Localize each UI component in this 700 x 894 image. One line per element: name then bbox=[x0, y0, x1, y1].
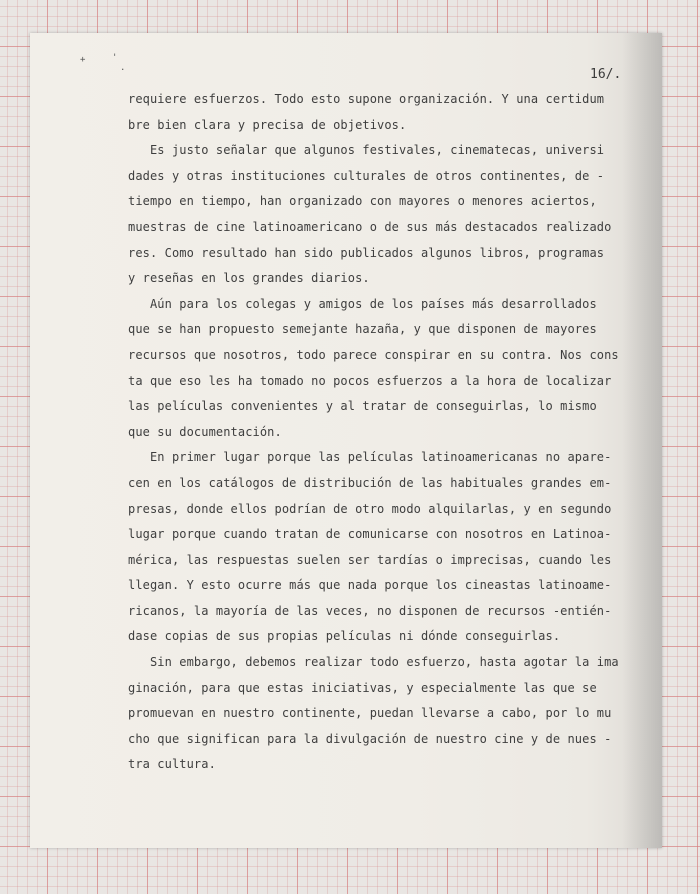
text-line: ginación, para que estas iniciativas, y especialmente las que se bbox=[128, 680, 597, 695]
text-line: muestras de cine latinoamericano o de sus más destacados realizado bbox=[128, 219, 612, 234]
text-line: cen en los catálogos de distribución de las habituales grandes em- bbox=[128, 475, 612, 490]
text-line: Es justo señalar que algunos festivales, cinematecas, universi bbox=[128, 143, 605, 158]
text-line: dase copias de sus propias películas ni dónde conseguirlas. bbox=[128, 629, 561, 644]
text-line: Sin embargo, debemos realizar todo esfuerzo, hasta agotar la ima bbox=[128, 655, 619, 670]
text-line: lugar porque cuando tratan de comunicarse con nosotros en Latinoa- bbox=[128, 527, 612, 542]
text-line: requiere esfuerzos. Todo esto supone organización. Y una certidum bbox=[128, 92, 605, 106]
text-line: y reseñas en los grandes diarios. bbox=[128, 271, 370, 286]
text-line: tra cultura. bbox=[128, 757, 216, 772]
text-line: recursos que nosotros, todo parece conspirar en su contra. Nos cons bbox=[128, 347, 619, 362]
page-number: 16/. bbox=[590, 67, 622, 82]
text-line: llegan. Y esto ocurre más que nada porque los cineastas latinoame- bbox=[128, 578, 612, 593]
text-line: las películas convenientes y al tratar de conseguirlas, lo mismo bbox=[128, 399, 597, 414]
text-line: tiempo en tiempo, han organizado con mayores o menores aciertos, bbox=[128, 194, 597, 209]
text-line: ricanos, la mayoría de las veces, no disponen de recursos -entién- bbox=[128, 603, 612, 618]
paper-sheet bbox=[30, 33, 662, 848]
stray-mark: . bbox=[120, 63, 126, 73]
text-line: que se han propuesto semejante hazaña, y que disponen de mayores bbox=[128, 322, 597, 337]
text-line: presas, donde ellos podrían de otro modo alquilarlas, y en segundo bbox=[128, 501, 612, 516]
text-line: mérica, las respuestas suelen ser tardías o imprecisas, cuando les bbox=[128, 552, 612, 567]
text-line: promuevan en nuestro continente, puedan llevarse a cabo, por lo mu bbox=[128, 706, 612, 721]
text-line: cho que significan para la divulgación de nuestro cine y de nues - bbox=[128, 731, 612, 746]
text-line: dades y otras instituciones culturales de otros continentes, de - bbox=[128, 168, 605, 183]
text-line: ta que eso les ha tomado no pocos esfuerzos a la hora de localizar bbox=[128, 373, 612, 388]
typewritten-body bbox=[128, 87, 668, 778]
text-line: En primer lugar porque las películas latinoamericanas no apare- bbox=[128, 450, 612, 465]
text-line: Aún para los colegas y amigos de los países más desarrollados bbox=[128, 296, 597, 311]
stray-mark: + bbox=[80, 55, 86, 65]
text-line: res. Como resultado han sido publicados algunos libros, programas bbox=[128, 245, 605, 260]
text-line: bre bien clara y precisa de objetivos. bbox=[128, 117, 407, 132]
text-line: que su documentación. bbox=[128, 424, 282, 439]
stray-mark: ' bbox=[112, 53, 118, 63]
